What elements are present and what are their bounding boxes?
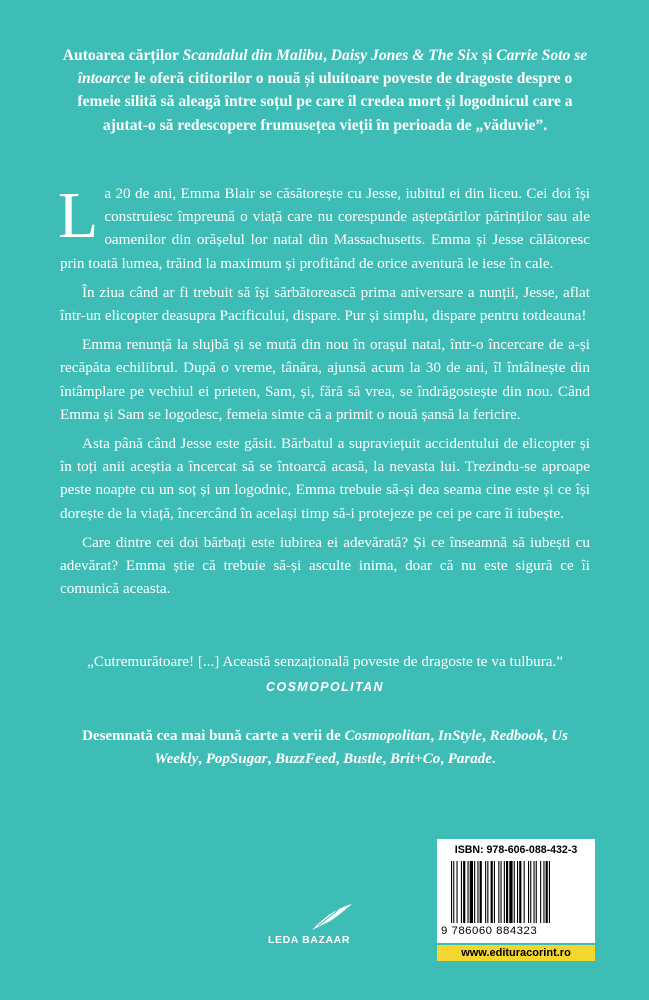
synopsis-paragraph: [58, 179, 590, 275]
barcode-bar: [468, 861, 469, 923]
barcode-bar: [491, 861, 493, 923]
publication: Us Weekly: [154, 728, 568, 767]
barcode-bar: [463, 861, 465, 923]
intro-text: le oferă cititorilor o nouă și uluitoare poveste de dragoste despre o femeie silită să aleagă între soțul pe care îl credea mort și logodnicul care a ajutat-o să redescopere frumusețea vieții în perioada de „văduvie”.: [77, 70, 573, 134]
publication: Redbook: [489, 728, 544, 744]
quote-source: COSMOPOLITAN: [266, 680, 384, 694]
separator: ,: [198, 751, 206, 767]
barcode-bar: [474, 861, 475, 923]
intro-text: Autoarea cărților: [62, 47, 183, 64]
barcode-bar: [470, 861, 473, 923]
publication: Brit+Co: [389, 751, 441, 767]
barcode-bar: [517, 861, 518, 923]
barcode-bar: [549, 861, 550, 923]
intro-blurb: [60, 44, 590, 137]
barcode-bars: [449, 861, 585, 925]
barcode-bar: [528, 861, 529, 923]
synopsis-paragraph: În ziua când ar fi trebuit să își sărbătorească prima aniversare a nunții, Jesse, aflat într-un elicopter deasupra Pacificului, dispare. Pur și simplu, dispare pentru totdeauna!: [60, 283, 590, 325]
barcode-bar: [519, 861, 521, 923]
publication: InStyle: [437, 728, 483, 744]
barcode-bar: [457, 861, 458, 923]
synopsis-paragraph: Asta până când Jesse este găsit. Bărbatul a supraviețuit accidentului de elicopter și în toți anii aceștia a încercat să se întoarcă acasă, la nevasta lui. Trezindu-se aproape peste noapte cu un soț și un logodnic, Emma trebuie să-și dea seama cine este și ce își dorește de la viață, încercând în același timp să-i protejeze pe cei pe care îi iubește.: [60, 435, 590, 522]
feather-icon: [308, 902, 354, 932]
synopsis-paragraph: Care dintre cei doi bărbați este iubirea ei adevărată? Și ce înseamnă să iubești cu adevărat? Emma știe că trebuie să-și asculte inima, doar că nu este sigură ce îi comunică aceasta.: [60, 533, 590, 598]
isbn: ISBN: 978-606-088-432-3: [454, 844, 578, 856]
barcode-digits: 9 786060 884323: [441, 925, 538, 937]
barcode-bar: [543, 861, 544, 923]
publication: Cosmopolitan: [344, 728, 431, 744]
separator: ,: [382, 751, 390, 767]
publisher-logo: [268, 902, 388, 950]
separator: și: [478, 47, 497, 64]
barcode-bar: [485, 861, 486, 923]
barcode-bar: [461, 861, 462, 923]
publisher-name: LEDA BAZAAR: [268, 934, 351, 946]
separator: ,: [482, 728, 490, 744]
barcode-bar: [534, 861, 535, 923]
publication: Parade: [447, 751, 492, 767]
barcode-bar: [536, 861, 537, 923]
separator: .: [491, 751, 496, 767]
publication: PopSugar: [205, 751, 268, 767]
publication: Bustle: [343, 751, 383, 767]
awards-line: [60, 725, 590, 771]
barcode-bar: [540, 861, 541, 923]
awards-lead: Desemnată cea mai bună carte a verii de: [82, 728, 345, 744]
barcode-bar: [477, 861, 478, 923]
barcode-bar: [514, 861, 515, 923]
review-quote: [60, 651, 590, 698]
separator: ,: [322, 47, 331, 64]
publication: BuzzFeed: [274, 751, 336, 767]
barcode-bar: [453, 861, 454, 923]
book-title: Daisy Jones & The Six: [330, 47, 479, 64]
drop-cap: L: [58, 179, 99, 252]
barcode-bar: [524, 861, 525, 923]
synopsis: [58, 179, 590, 606]
barcode-bar: [506, 861, 508, 923]
synopsis-paragraph: Emma renunță la slujbă și se mută din nou în orașul natal, într-o încercare de a-și recăpăta echilibrul. După o vreme, tânăra, ajunsă acum la 30 de ani, îl întâlnește din întâmplare pe vechiul ei prieten, Sam, și, fără să vrea, se îndrăgostește din nou. Când Emma și Sam se logodesc, femeia simte că a primit o nouă șansă la fericire.: [60, 336, 590, 423]
barcode-bar: [498, 861, 499, 923]
publisher-website: www.edituracorint.ro: [437, 945, 595, 961]
barcode-bar: [494, 861, 495, 923]
barcode-bar: [504, 861, 505, 923]
separator: ,: [543, 728, 552, 744]
separator: ,: [335, 751, 344, 767]
paragraph-text: a 20 de ani, Emma Blair se căsătorește cu Jesse, iubitul ei din liceu. Cei doi își construiesc împreună o viață care nu corespunde așteptărilor părinților sau ale oamenilor din orășelul lor natal din Massachusetts. Emma și Jesse călătoresc prin toată lumea, trăind la maximum și profitând de orice aventură le iese în cale.: [60, 185, 590, 272]
barcode-bar: [530, 861, 531, 923]
separator: ,: [430, 728, 438, 744]
barcode-bar: [451, 861, 452, 923]
barcode-bar: [509, 861, 512, 923]
barcode-panel: [437, 839, 595, 943]
quote-text: „Cutremurătoare! [...] Această senzațională poveste de dragoste te va tulbura.”: [86, 653, 564, 670]
separator: ,: [267, 751, 275, 767]
barcode-bar: [480, 861, 482, 923]
barcode-bar: [546, 861, 548, 923]
separator: ,: [440, 751, 448, 767]
book-title: Carrie Soto se întoarce: [77, 47, 588, 88]
book-title: Scandalul din Malibu: [182, 47, 323, 64]
barcode-bar: [487, 861, 488, 923]
barcode-bar: [501, 861, 502, 923]
